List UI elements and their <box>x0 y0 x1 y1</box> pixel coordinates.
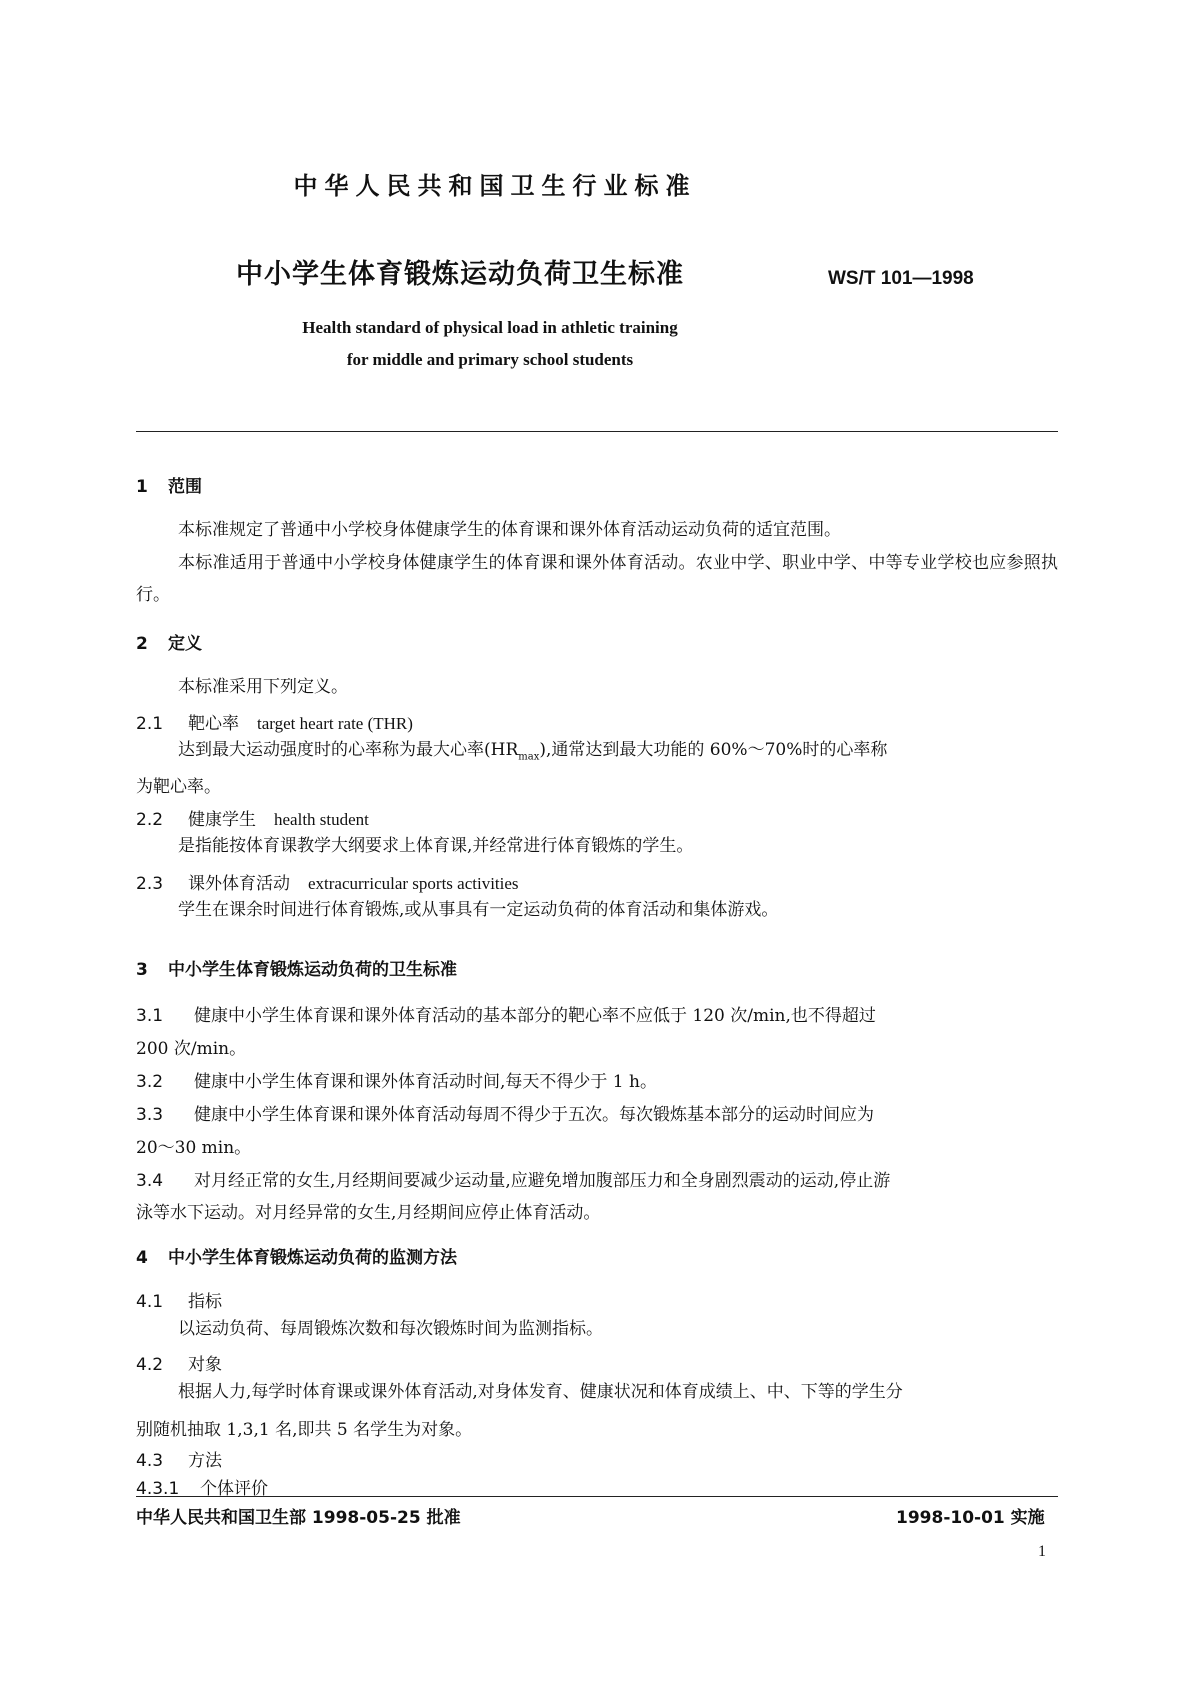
clause-4-1-heading <box>136 1287 222 1312</box>
definition-term-english: health student <box>274 810 369 829</box>
footer-divider <box>136 1496 1058 1497</box>
definition-2-1-heading <box>136 709 413 734</box>
item-number: 4.2 <box>136 1355 164 1375</box>
clause-4-2-heading <box>136 1350 222 1375</box>
clause-title: 指标 <box>188 1292 222 1312</box>
item-number: 3.1 <box>136 1006 164 1026</box>
section-4-heading <box>136 1243 457 1268</box>
item-number: 3.4 <box>136 1171 164 1191</box>
definition-term: 靶心率 <box>188 714 239 734</box>
section-title: 中小学生体育锻炼运动负荷的监测方法 <box>168 1248 457 1268</box>
clause-3-4 <box>136 1166 890 1191</box>
clause-3-4-continuation: 泳等水下运动。对月经异常的女生,月经期间应停止体育活动。 <box>136 1203 601 1223</box>
section-2-intro: 本标准采用下列定义。 <box>178 677 348 697</box>
section-1-heading <box>136 472 202 497</box>
definition-2-1-continuation: 为靶心率。 <box>136 777 221 797</box>
standard-number: WS/T 101—1998 <box>828 268 974 289</box>
clause-4-2-text: 根据人力,每学时体育课或课外体育活动,对身体发育、健康状况和体育成绩上、中、下等的学生分 <box>178 1382 903 1402</box>
section-title: 范围 <box>168 477 202 497</box>
clause-title: 个体评价 <box>200 1479 268 1499</box>
section-1-paragraph-2: 本标准适用于普通中小学校身体健康学生的体育课和课外体育活动。农业中学、职业中学、中等专业学校也应参照执行。 <box>136 553 1058 605</box>
section-title: 中小学生体育锻炼运动负荷的卫生标准 <box>168 960 457 980</box>
approval-line: 中华人民共和国卫生部 1998-05-25 批准 <box>136 1508 461 1528</box>
clause-3-3-continuation: 20～30 min。 <box>136 1138 252 1158</box>
section-number: 4 <box>136 1248 148 1268</box>
item-number: 4.3 <box>136 1451 164 1471</box>
clause-text: 健康中小学生体育课和课外体育活动每周不得少于五次。每次锻炼基本部分的运动时间应为 <box>194 1105 874 1125</box>
definition-text-part: ),通常达到最大功能的 60%～70%时的心率称 <box>539 740 888 760</box>
title-english-line2: for middle and primary school students <box>346 350 634 369</box>
definition-term-english: extracurricular sports activities <box>308 874 519 893</box>
definition-2-3-text: 学生在课余时间进行体育锻炼,或从事具有一定运动负荷的体育活动和集体游戏。 <box>178 900 779 920</box>
section-number: 3 <box>136 960 148 980</box>
clause-4-3-heading <box>136 1446 222 1471</box>
definition-2-3-heading <box>136 869 519 894</box>
document-title: 中小学生体育锻炼运动负荷卫生标准 <box>236 259 684 290</box>
item-number: 3.3 <box>136 1105 164 1125</box>
clause-text: 健康中小学生体育课和课外体育活动时间,每天不得少于 1 h。 <box>194 1072 657 1092</box>
document-authority: 中华人民共和国卫生行业标准 <box>293 172 697 200</box>
clause-3-1-continuation: 200 次/min。 <box>136 1039 247 1059</box>
clause-3-3 <box>136 1100 874 1125</box>
item-number: 4.1 <box>136 1292 164 1312</box>
definition-text-part: 达到最大运动强度时的心率称为最大心率(HR <box>178 740 519 760</box>
section-title: 定义 <box>168 634 202 654</box>
section-3-heading <box>136 955 457 980</box>
item-number: 2.2 <box>136 810 164 830</box>
clause-title: 方法 <box>188 1451 222 1471</box>
definition-term: 健康学生 <box>188 810 256 830</box>
clause-text: 健康中小学生体育课和课外体育活动的基本部分的靶心率不应低于 120 次/min,也不得超过 <box>194 1006 876 1026</box>
implementation-date: 1998-10-01 实施 <box>896 1508 1045 1528</box>
clause-4-2-continuation: 别随机抽取 1,3,1 名,即共 5 名学生为对象。 <box>136 1420 473 1440</box>
section-number: 2 <box>136 634 148 654</box>
definition-term: 课外体育活动 <box>188 874 290 894</box>
item-number: 2.3 <box>136 874 164 894</box>
header-divider <box>136 431 1058 432</box>
definition-2-1-text <box>178 734 1058 773</box>
page-number: 1 <box>1038 1543 1046 1560</box>
definition-2-2-heading <box>136 805 369 830</box>
item-number: 4.3.1 <box>136 1479 180 1499</box>
item-number: 2.1 <box>136 714 164 734</box>
subscript-max: max <box>518 751 540 763</box>
clause-text: 对月经正常的女生,月经期间要减少运动量,应避免增加腹部压力和全身剧烈震动的运动,停止游 <box>194 1171 891 1191</box>
section-2-heading <box>136 629 202 654</box>
section-1-paragraph-1: 本标准规定了普通中小学校身体健康学生的体育课和课外体育活动运动负荷的适宜范围。 <box>178 520 841 540</box>
item-number: 3.2 <box>136 1072 164 1092</box>
definition-2-2-text: 是指能按体育课教学大纲要求上体育课,并经常进行体育锻炼的学生。 <box>178 836 694 856</box>
clause-title: 对象 <box>188 1355 222 1375</box>
section-number: 1 <box>136 477 148 497</box>
clause-4-1-text: 以运动负荷、每周锻炼次数和每次锻炼时间为监测指标。 <box>178 1319 603 1339</box>
title-english-line1: Health standard of physical load in athletic training <box>302 318 678 337</box>
clause-3-2 <box>136 1067 657 1092</box>
clause-3-1 <box>136 1001 876 1026</box>
definition-term-english: target heart rate (THR) <box>257 714 413 733</box>
